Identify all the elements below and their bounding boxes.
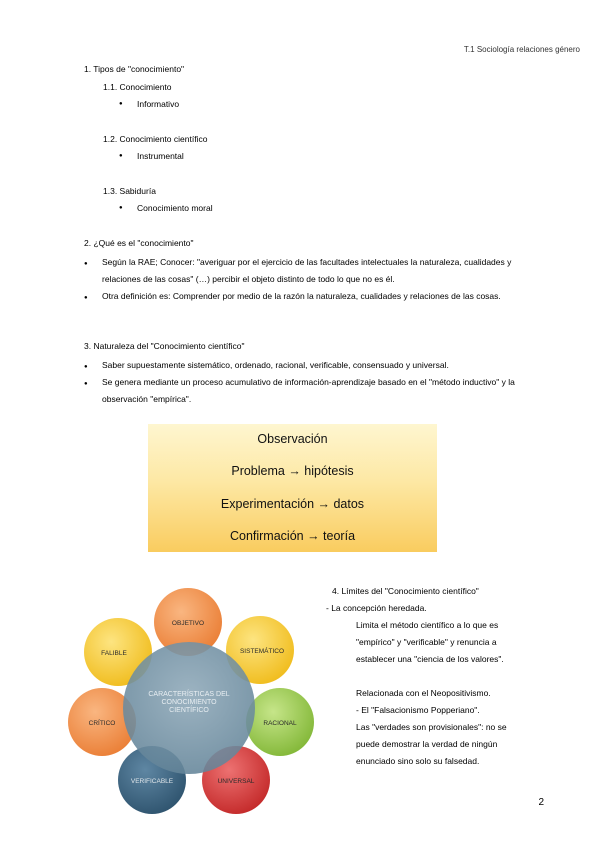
page-number: 2	[538, 797, 544, 808]
page-header: T.1 Sociología relaciones género	[463, 45, 580, 54]
section1-heading: 1. Tipos de "conocimiento"	[84, 64, 185, 74]
center-label-line: CIENTÍFICO	[169, 707, 209, 714]
section4-para2-line1: Relacionada con el Neopositivismo.	[356, 688, 491, 698]
item-1-3-bullet: ● Conocimiento moral	[137, 202, 213, 214]
section3-bullet-2: ● Se genera mediante un proceso acumulativo de información-aprendizaje basado en el "método inductivo" y la observación "empírica".	[102, 374, 522, 408]
section2-heading: 2. ¿Qué es el "conocimiento"	[84, 238, 194, 248]
section2-bullet-2: ● Otra definición es: Comprender por medio de la razón la naturaleza, cualidades y relaciones de las cosas.	[102, 288, 552, 305]
section3-bullet-1: ● Saber supuestamente sistemático, ordenado, racional, verificable, consensuado y universal.	[102, 357, 552, 374]
item-1-1-label: 1.1. Conocimiento	[103, 82, 172, 92]
characteristics-diagram	[56, 584, 318, 820]
item-1-2-bullet: ● Instrumental	[137, 150, 184, 162]
scientific-method-banner	[148, 424, 437, 552]
section3-heading: 3. Naturaleza del "Conocimiento científico"	[84, 341, 245, 351]
label-objetivo: OBJETIVO	[171, 620, 205, 627]
section4-sub: - La concepción heredada.	[326, 603, 427, 613]
label-falible: FALIBLE	[101, 650, 127, 657]
center-label-line: CARACTERÍSTICAS DEL	[148, 691, 230, 698]
section4-para1-line2: "empírico" y "verificable" y renuncia a	[356, 637, 497, 647]
characteristics-diagram-svg	[56, 584, 318, 820]
section4-heading: 4. Límites del "Conocimiento científico"	[332, 586, 479, 596]
label-sistematico: SISTEMÁTICO	[239, 648, 285, 655]
banner-line-observacion: Observación	[257, 432, 328, 446]
section4-para2-line3: Las "verdades son provisionales": no se	[356, 722, 507, 732]
label-universal: UNIVERSAL	[217, 778, 255, 785]
section4-para1-line3: establecer una "ciencia de los valores".	[356, 654, 504, 664]
section2-bullet-1: ● Según la RAE; Conocer: "averiguar por el ejercicio de las facultades intelectuales la naturaleza, cualidades y relaciones de las cosas" (…) percibir el objeto distinto de todo lo que no es él.	[102, 254, 552, 288]
label-racional: RACIONAL	[263, 720, 297, 727]
banner-line-problema: Problema → hipótesis	[231, 464, 354, 478]
item-1-1-bullet: ● Informativo	[137, 98, 179, 110]
banner-line-confirmacion: Confirmación → teoría	[229, 529, 356, 543]
label-verificable: VERIFICABLE	[130, 778, 174, 785]
section4-para2-line5: enunciado sino solo su falsedad.	[356, 756, 480, 766]
center-label-line: CONOCIMIENTO	[161, 699, 217, 706]
item-1-2-label: 1.2. Conocimiento científico	[103, 134, 208, 144]
label-critico: CRÍTICO	[88, 720, 116, 727]
section4-para2-line2: - El "Falsacionismo Popperiano".	[356, 705, 480, 715]
item-1-3-label: 1.3. Sabiduría	[103, 186, 156, 196]
banner-line-experimentacion: Experimentación → datos	[220, 497, 365, 511]
section4-para1-line1: Limita el método científico a lo que es	[356, 620, 499, 630]
section4-para2-line4: puede demostrar la verdad de ningún	[356, 739, 498, 749]
